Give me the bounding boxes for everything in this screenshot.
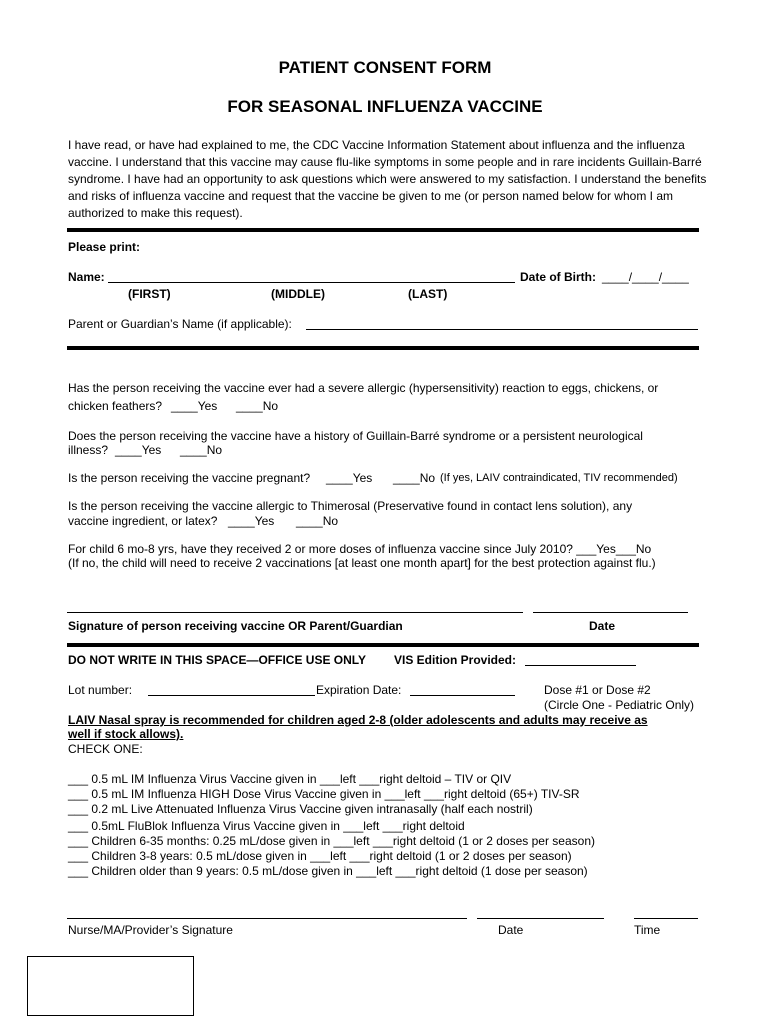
- q-child-doses: For child 6 mo-8 yrs, have they received 2 or more doses of influenza vaccine since July 2010? ___Yes___No: [68, 542, 652, 556]
- provider-date-line[interactable]: [477, 918, 604, 919]
- q-pregnant-no[interactable]: ____No: [393, 471, 436, 485]
- q-guillain-barre-yes[interactable]: ____Yes: [115, 443, 162, 457]
- vaccine-option-children-3-8yr[interactable]: ___ Children 3-8 years: 0.5 mL/dose given in ___left ___right deltoid (1 or 2 doses per season): [68, 849, 572, 863]
- dose-note: (Circle One - Pediatric Only): [544, 698, 695, 712]
- expiration-field[interactable]: [410, 695, 515, 696]
- section-divider: [67, 643, 699, 647]
- form-title: PATIENT CONSENT FORM: [278, 58, 492, 77]
- office-stamp-box: [27, 956, 194, 1016]
- vis-edition-field[interactable]: [525, 665, 636, 666]
- dose-choice[interactable]: Dose #1 or Dose #2: [544, 683, 651, 697]
- dob-field[interactable]: ____/____/____: [602, 270, 689, 284]
- q-pregnant-note: (If yes, LAIV contraindicated, TIV recommended): [440, 472, 678, 484]
- name-field[interactable]: [108, 282, 515, 283]
- guardian-name-field[interactable]: [306, 329, 698, 330]
- q-thimerosal-no[interactable]: ____No: [296, 514, 339, 528]
- laiv-note-line2: well if stock allows).: [68, 727, 184, 741]
- last-name-caption: (LAST): [408, 287, 448, 301]
- q-egg-allergy-yes[interactable]: ____Yes: [171, 399, 218, 413]
- guardian-label: Parent or Guardian’s Name (if applicable):: [68, 317, 292, 331]
- q-thimerosal: Is the person receiving the vaccine allergic to Thimerosal (Preservative found in contact lens solution), any: [68, 499, 633, 513]
- vaccine-option-high-dose[interactable]: ___ 0.5 mL IM Influenza HIGH Dose Virus Vaccine given in ___left ___right deltoid (65+) TIV-SR: [68, 787, 580, 801]
- consent-paragraph: I have read, or have had explained to me, the CDC Vaccine Information Statement about influenza and the influenza vaccine. I understand that this vaccine may cause flu-like symptoms in some people and in rare incidents Guillain-Barré syndrome. I have had an opportunity to ask questions which were answered to my satisfaction. I understand the benefits and risks of influenza vaccine and request that the vaccine be given to me (or person named below for whom I am authorized to make this request).: [68, 138, 707, 220]
- q-egg-allergy-line2: chicken feathers?: [68, 399, 163, 413]
- section-divider: [67, 228, 699, 232]
- provider-signature-line[interactable]: [67, 918, 467, 919]
- please-print-label: Please print:: [68, 240, 141, 254]
- vis-edition-label: VIS Edition Provided:: [394, 653, 517, 667]
- first-name-caption: (FIRST): [128, 287, 171, 301]
- lot-number-label: Lot number:: [68, 683, 133, 697]
- form-subtitle: FOR SEASONAL INFLUENZA VACCINE: [227, 97, 543, 116]
- vaccine-option-flublok[interactable]: ___ 0.5mL FluBlok Influenza Virus Vaccine given in ___left ___right deltoid: [68, 819, 465, 833]
- vaccine-option-laiv[interactable]: ___ 0.2 mL Live Attenuated Influenza Virus Vaccine given intranasally (half each nostril): [68, 802, 533, 816]
- check-one-label: CHECK ONE:: [68, 742, 143, 756]
- signature-date-line[interactable]: [533, 612, 688, 613]
- q-pregnant: Is the person receiving the vaccine pregnant?: [68, 471, 311, 485]
- q-pregnant-yes[interactable]: ____Yes: [326, 471, 373, 485]
- name-label: Name:: [68, 270, 105, 284]
- section-divider: [67, 346, 699, 350]
- middle-name-caption: (MIDDLE): [271, 287, 325, 301]
- q-egg-allergy: Has the person receiving the vaccine ever had a severe allergic (hypersensitivity) reaction to eggs, chickens, or: [68, 381, 659, 395]
- signature-label: Signature of person receiving vaccine OR Parent/Guardian: [68, 619, 403, 633]
- office-use-header: DO NOT WRITE IN THIS SPACE—OFFICE USE ONLY: [68, 653, 367, 667]
- expiration-label: Expiration Date:: [316, 683, 402, 697]
- dob-label: Date of Birth:: [520, 270, 596, 284]
- provider-time-line[interactable]: [634, 918, 698, 919]
- q-egg-allergy-no[interactable]: ____No: [236, 399, 279, 413]
- signature-date-label: Date: [589, 619, 616, 633]
- vaccine-option-tiv-qiv[interactable]: ___ 0.5 mL IM Influenza Virus Vaccine given in ___left ___right deltoid – TIV or QIV: [68, 772, 512, 786]
- q-thimerosal-yes[interactable]: ____Yes: [228, 514, 275, 528]
- vaccine-option-children-6-35mo[interactable]: ___ Children 6-35 months: 0.25 mL/dose given in ___left ___right deltoid (1 or 2 doses per season): [68, 834, 595, 848]
- provider-date-label: Date: [498, 923, 524, 937]
- laiv-note: LAIV Nasal spray is recommended for children aged 2-8 (older adolescents and adults may receive as: [68, 713, 648, 727]
- lot-number-field[interactable]: [148, 695, 315, 696]
- provider-time-label: Time: [634, 923, 661, 937]
- provider-signature-label: Nurse/MA/Provider’s Signature: [68, 923, 233, 937]
- q-guillain-barre: Does the person receiving the vaccine have a history of Guillain-Barré syndrome or a persistent neurological: [68, 429, 643, 443]
- q-child-doses-note: (If no, the child will need to receive 2 vaccinations [at least one month apart] for the best protection against flu.): [68, 556, 656, 570]
- q-thimerosal-line2: vaccine ingredient, or latex?: [68, 514, 218, 528]
- signature-line[interactable]: [67, 612, 523, 613]
- vaccine-option-children-9plus[interactable]: ___ Children older than 9 years: 0.5 mL/dose given in ___left ___right deltoid (1 dose per season): [68, 864, 588, 878]
- q-guillain-barre-line2: illness?: [68, 443, 109, 457]
- q-guillain-barre-no[interactable]: ____No: [180, 443, 223, 457]
